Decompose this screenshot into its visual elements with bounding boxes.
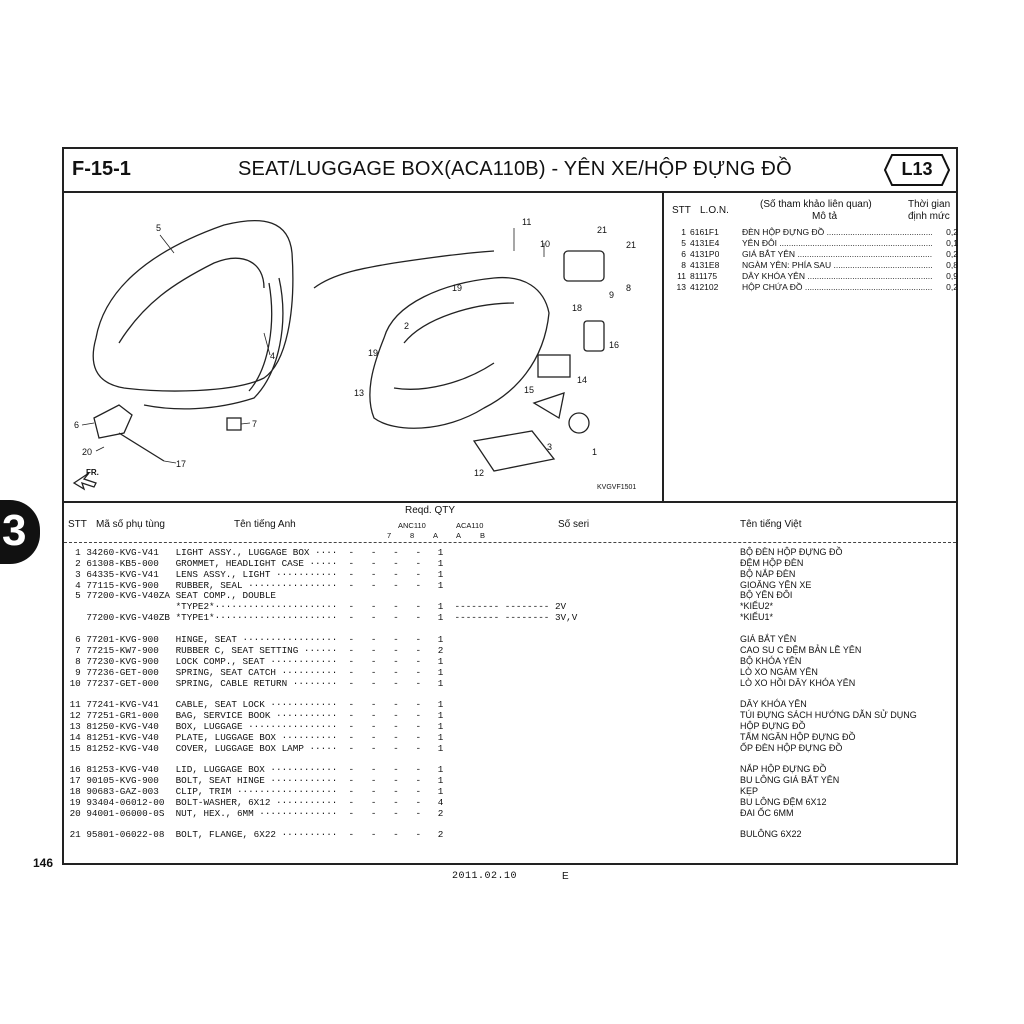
seat-lock: [564, 251, 604, 281]
callout-20: 20: [82, 447, 93, 457]
table-row-vn: BU LÔNG GIÁ BẮT YÊN: [740, 775, 840, 785]
col-serial: Số seri: [558, 519, 590, 530]
table-row-vn: BULÔNG 6X22: [740, 829, 802, 839]
ref-row-time: 0,2: [946, 227, 958, 237]
section-number: 3: [2, 506, 27, 555]
table-row-vn: GIOĂNG YÊN XE: [740, 580, 812, 590]
callout-8: 8: [626, 283, 632, 293]
footer-date: 2011.02.10: [452, 871, 518, 882]
ref-row-code: 6161F1: [690, 227, 719, 237]
table-row: 17 90105-KVG-900 BOLT, SEAT HINGE ············ - - - - 1: [64, 775, 444, 786]
col-vietnamese-name: Tên tiếng Việt: [740, 519, 802, 530]
table-row: 20 94001-06000-0S NUT, HEX., 6MM ·············· - - - - 2: [64, 808, 444, 819]
table-row: 10 77237-GET-000 SPRING, CABLE RETURN ········ - - - - 1: [64, 678, 444, 689]
callout-2: 2: [404, 321, 410, 331]
service-book-bag: [474, 431, 554, 471]
ref-row-num: 11: [677, 271, 686, 281]
col-a2: A: [456, 531, 462, 540]
table-row: 8 77230-KVG-900 LOCK COMP., SEAT ············ - - - - 1: [64, 656, 444, 667]
parts-drawing: [64, 193, 662, 501]
ref-row: [672, 238, 958, 249]
callout-5: 5: [156, 223, 162, 233]
ref-col-time-2: định mức: [908, 211, 950, 222]
table-row-vn: LÒ XO NGÀM YÊN: [740, 667, 818, 677]
ref-row-code: 412102: [690, 282, 719, 292]
col-qty: Reqd. QTY: [405, 505, 456, 516]
col-english-name: Tên tiếng Anh: [234, 519, 296, 530]
callout-lines: [82, 228, 544, 463]
ref-row-code: 811175: [690, 271, 718, 281]
col-aca110: ACA110: [456, 521, 484, 530]
ref-row-time: 0,9: [946, 271, 958, 281]
reference-panel: [664, 193, 958, 503]
ref-row-time: 0,8: [946, 260, 958, 270]
ref-row-num: 1: [681, 227, 686, 237]
col-8: 8: [410, 531, 415, 540]
callout-7: 7: [252, 419, 258, 429]
callout-numbers: [74, 217, 636, 491]
callout-16: 16: [609, 340, 620, 350]
page-title: SEAT/LUGGAGE BOX(ACA110B) - YÊN XE/HỘP ĐỰNG ĐỒ: [238, 158, 792, 180]
table-row: 4 77115-KVG-900 RUBBER, SEAL ················ - - - - 1: [64, 580, 444, 591]
table-row: 12 77251-GR1-000 BAG, SERVICE BOOK ··········· - - - - 1: [64, 710, 444, 721]
plate-part: [538, 355, 570, 377]
table-row: 1 34260-KVG-V41 LIGHT ASSY., LUGGAGE BOX ···· - - - - 1: [64, 547, 444, 558]
table-row: 18 90683-GAZ-003 CLIP, TRIM ·················· - - - - 1: [64, 786, 444, 797]
ref-row: [672, 227, 958, 238]
ref-row-time: 0,1: [946, 238, 958, 248]
ref-col-lon: L.O.N.: [700, 205, 729, 216]
ref-row-code: 4131P0: [690, 249, 720, 259]
ref-row-time: 0,2: [946, 282, 958, 292]
callout-19a: 19: [452, 283, 463, 293]
col-b: B: [480, 531, 486, 540]
table-row: 14 81251-KVG-V40 PLATE, LUGGAGE BOX ·········· - - - - 1: [64, 732, 444, 743]
table-row-vn: ĐAI ỐC 6MM: [740, 808, 794, 818]
lid-part: [584, 321, 604, 351]
table-row-vn: KẸP: [740, 786, 759, 796]
table-row: 16 81253-KVG-V40 LID, LUGGAGE BOX ············ - - - - 1: [64, 764, 444, 775]
ref-row: [672, 260, 958, 271]
badge-label: L13: [901, 159, 933, 179]
table-row-vn: NẮP HỘP ĐỰNG ĐỒ: [740, 764, 827, 774]
callout-6: 6: [74, 420, 80, 430]
page-number: 146: [33, 856, 54, 870]
hinge-part: [94, 405, 132, 438]
ref-row-num: 6: [681, 249, 686, 259]
table-row-vn: BỘ NẮP ĐÈN: [740, 569, 796, 579]
callout-4: 4: [270, 351, 276, 361]
table-row-vn: BU LÔNG ĐỆM 6X12: [740, 797, 827, 807]
table-row-vn: *KIỂU1*: [740, 612, 774, 622]
direction-label: FR.: [86, 468, 99, 477]
callout-10: 10: [540, 239, 551, 249]
ref-col-desc-2: Mô tả: [812, 211, 838, 222]
table-row: 5 77200-KVG-V40ZA SEAT COMP., DOUBLE: [64, 590, 277, 601]
col-7: 7: [387, 531, 392, 540]
figure-code: F-15-1: [72, 158, 131, 180]
ref-col-desc-1: (Số tham khảo liên quan): [760, 199, 872, 210]
ref-col-time-1: Thời gian: [908, 199, 951, 210]
ref-row-desc: DÂY KHÓA YÊN .....: [742, 271, 932, 281]
table-row: 2 61308-KB5-000 GROMMET, HEADLIGHT CASE ····· - - - - 1: [64, 558, 444, 569]
ref-row-num: 5: [681, 238, 686, 248]
table-row-vn: ĐỆM HỘP ĐÈN: [740, 558, 804, 568]
table-row: 15 81252-KVG-V40 COVER, LUGGAGE BOX LAMP ····· - - - - 1: [64, 743, 444, 754]
ref-row-num: 13: [676, 282, 686, 292]
sheet-header: [64, 149, 956, 193]
table-row-vn: CAO SU C ĐỆM BẢN LỀ YÊN: [740, 645, 862, 655]
callout-17: 17: [176, 459, 187, 469]
table-row-vn: GIÁ BẮT YÊN: [740, 634, 797, 644]
callout-18: 18: [572, 303, 583, 313]
table-row-vn: TÚI ĐỰNG SÁCH HƯỚNG DẪN SỬ DỤNG: [740, 710, 917, 720]
table-row: 13 81250-KVG-V40 BOX, LUGGAGE ················ - - - - 1: [64, 721, 444, 732]
callout-9: 9: [609, 290, 615, 300]
ref-row: [672, 282, 958, 293]
table-row: 19 93404-06012-00 BOLT-WASHER, 6X12 ··········· - - - - 4: [64, 797, 444, 808]
catalog-badge: [884, 154, 950, 186]
callout-12: 12: [474, 468, 485, 478]
callout-21a: 21: [597, 225, 608, 235]
callout-14: 14: [577, 375, 588, 385]
ref-row: [672, 249, 958, 260]
table-row: *TYPE2*······················ - - - - 1 -------- -------- 2V: [64, 601, 567, 612]
exploded-diagram: [64, 193, 664, 503]
callout-21b: 21: [626, 240, 637, 250]
lamp-part: [569, 413, 589, 433]
ref-col-stt: STT: [672, 205, 691, 216]
col-anc110: ANC110: [398, 521, 426, 530]
table-row-vn: BỘ YÊN ĐÔI: [740, 590, 793, 600]
callout-19b: 19: [368, 348, 379, 358]
callout-15: 15: [524, 385, 535, 395]
table-row: 11 77241-KVG-V41 CABLE, SEAT LOCK ············ - - - - 1: [64, 699, 444, 710]
table-row-vn: *KIỂU2*: [740, 601, 774, 611]
table-divider: [64, 542, 956, 543]
table-row: 9 77236-GET-000 SPRING, SEAT CATCH ·········· - - - - 1: [64, 667, 444, 678]
table-row-vn: BỘ ĐÈN HỘP ĐỰNG ĐỒ: [740, 547, 843, 557]
col-stt: STT: [68, 519, 87, 530]
callout-13: 13: [354, 388, 365, 398]
ref-row-desc: NGÀM YÊN: PHÍA SAU .....: [742, 260, 932, 270]
table-row-vn: DÂY KHÓA YÊN: [740, 699, 807, 709]
ref-row-code: 4131E4: [690, 238, 720, 248]
table-row-vn: TẤM NGĂN HỘP ĐỰNG ĐỒ: [740, 732, 856, 742]
section-tab: [0, 500, 40, 564]
col-a: A: [433, 531, 439, 540]
diagram-ref-code: KVGVF1501: [597, 484, 637, 491]
table-row: 21 95801-06022-08 BOLT, FLANGE, 6X22 ·········· - - - - 2: [64, 829, 444, 840]
ref-row-desc: GIÁ BẮT YÊN .....: [742, 249, 932, 259]
table-row-vn: HỘP ĐỰNG ĐỒ: [740, 721, 806, 731]
col-part-number: Mã số phụ tùng: [96, 519, 165, 530]
parts-sheet: [62, 147, 958, 865]
ref-row-time: 0,2: [946, 249, 958, 259]
ref-row-desc: HỘP CHỨA ĐỒ .....: [742, 282, 932, 292]
footer-edition: E: [562, 871, 569, 882]
callout-1: 1: [592, 447, 598, 457]
callout-11: 11: [522, 217, 532, 227]
ref-row: [672, 271, 958, 282]
table-row-vn: LÒ XO HỒI DÂY KHÓA YÊN: [740, 678, 856, 688]
table-row: 6 77201-KVG-900 HINGE, SEAT ················· - - - - 1: [64, 634, 444, 645]
seat-cushion-line: [119, 258, 264, 343]
callout-3: 3: [547, 442, 553, 452]
ref-row-desc: YÊN ĐÔI .....: [742, 238, 932, 248]
table-row: 7 77215-KW7-900 RUBBER C, SEAT SETTING ······ - - - - 2: [64, 645, 444, 656]
ref-row-num: 8: [681, 260, 686, 270]
seat-setting-rubber: [227, 418, 241, 430]
ref-row-desc: ĐÈN HỘP ĐỰNG ĐỒ .....: [742, 227, 932, 237]
luggage-box-outline: [370, 278, 549, 429]
table-row-vn: ỐP ĐÈN HỘP ĐỰNG ĐỒ: [740, 743, 843, 753]
ref-row-code: 4131E8: [690, 260, 720, 270]
table-row: 77200-KVG-V40ZB *TYPE1*······················ - - - - 1 -------- -------- 3V,V: [64, 612, 578, 623]
table-row: 3 64335-KVG-V41 LENS ASSY., LIGHT ··········· - - - - 1: [64, 569, 444, 580]
table-row-vn: BỘ KHÓA YÊN: [740, 656, 802, 666]
